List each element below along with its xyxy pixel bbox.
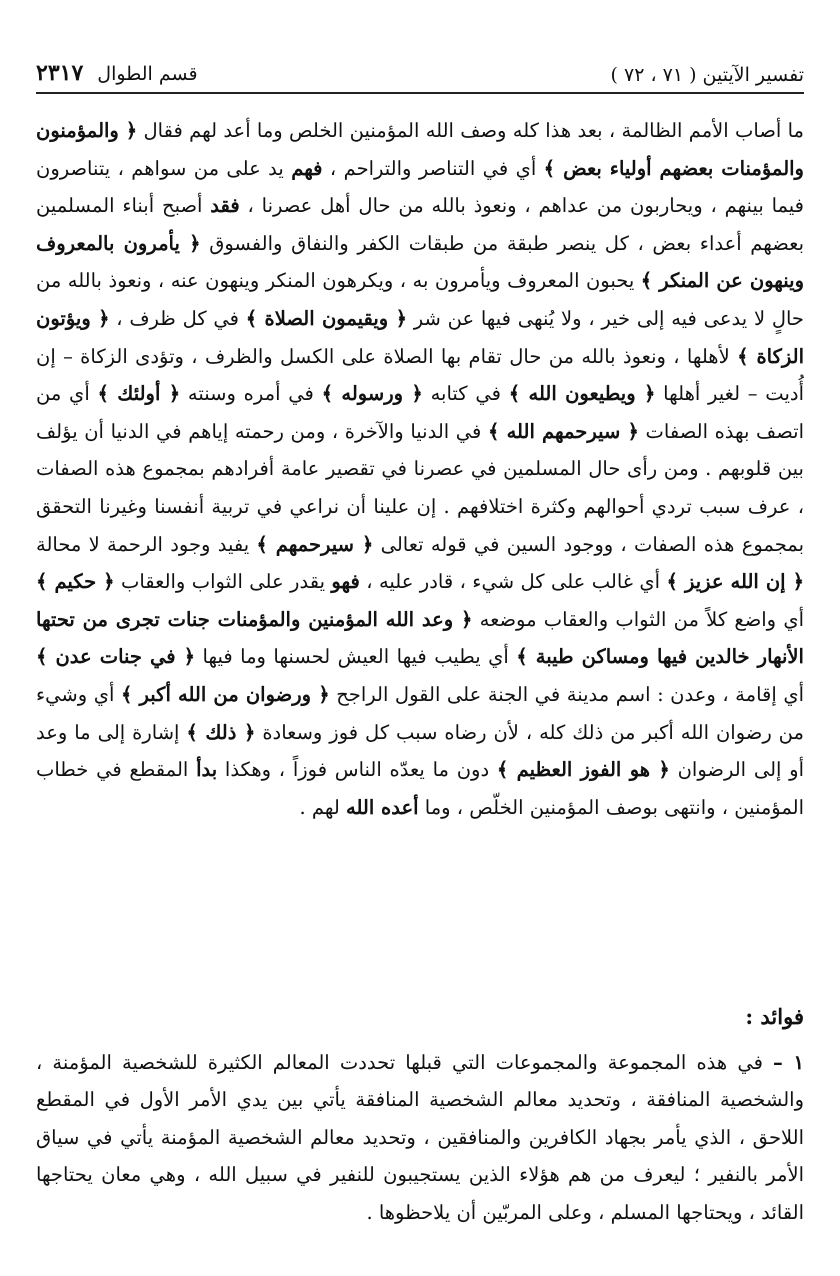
quran-quote: ﴿ هو الفوز العظيم ﴾: [496, 758, 670, 782]
header-rule: [36, 92, 804, 94]
commentary-segment: يد على من سواهم ، يتناصرون فيما بينهم ، ويحاربون من عداهم ، ونعوذ بالله من حال أهل عصرنا ،: [36, 156, 805, 218]
commentary-segment: المقطع في خطاب المؤمنين ، وانتهى بوصف المؤمنين الخلّص ، وما: [36, 758, 804, 819]
benefit-number: ١ –: [773, 1051, 804, 1074]
quran-quote: ﴿ وعد الله المؤمنين والمؤمنات جنات تجرى من تحتها الأنهار خالدين فيها ومساكن طيبة ﴾: [36, 607, 804, 669]
commentary-segment: إشارة إلى ما وعد أو إلى الرضوان: [36, 720, 805, 782]
quran-quote: بدأ: [196, 758, 218, 782]
commentary-segment: لأهلها ، ونعوذ بالله من حال تقام بها الصلاة على الكسل والظرف ، وتؤدى الزكاة – إن أُديت – لغير أهلها: [36, 344, 804, 406]
commentary-segment: ما أصاب الأمم الظالمة ، بعد هذا كله وصف الله المؤمنين الخلص وما أعد لهم فقال: [137, 119, 805, 142]
commentary-segment: أي وشيء من رضوان الله أكبر من ذلك كله ، لأن رضاه سبب كل فوز وسعادة: [36, 682, 804, 744]
commentary-paragraph: [36, 112, 804, 826]
quran-quote: أعده الله: [345, 795, 419, 819]
commentary-segment: في كتابه: [422, 382, 509, 406]
header-left-group: [36, 60, 198, 86]
quran-quote: ﴿ ذلك ﴾: [186, 720, 256, 744]
commentary-segment: يحبون المعروف ويأمرون به ، ويكرهون المنكر وينهون عنه ، ونعوذ بالله من حالٍ لا يدعى فيه إلى خير ، ولا يُنهى فيها عن شر: [36, 269, 804, 330]
commentary-text: [36, 112, 804, 826]
quran-quote: ﴿ والمؤمنون والمؤمنات بعضهم أولياء بعض ﴾: [36, 119, 804, 180]
section-title: فوائد :: [745, 1004, 804, 1029]
benefits-list: [36, 1044, 804, 1231]
section-name: قسم الطوال: [97, 63, 198, 85]
commentary-segment: أصبح أبناء المسلمين بعضهم أعداء بعض ، كل ينصر طبقة من طبقات الكفر والنفاق والفسوق: [36, 194, 804, 255]
quran-quote: فهم: [291, 156, 323, 180]
commentary-segment: في كل ظرف ،: [109, 306, 246, 330]
commentary-segment: في أمره وسنته: [180, 382, 322, 406]
quran-quote: ﴿ حكيم ﴾: [36, 570, 115, 594]
commentary-segment: في الدنيا والآخرة ، ومن رحمته إياهم في الدنيا أن يؤلف بين قلوبهم . ومن رأى حال المسلمين في عصرنا في تقصير عامة أفرادهم بمجموع هذه الصفات ، عرف سبب تردي أحوالهم وكثرة اختلافهم . إن علينا أن نراعي في تربية أنفسنا وغيرنا التحقق بمجموع هذه الصفات ، ووجود السين في قوله تعالى: [36, 419, 804, 556]
quran-quote: ﴿ ورضوان من الله أكبر ﴾: [120, 682, 330, 706]
quran-quote: فهو: [331, 570, 360, 594]
quran-quote: ﴿ إن الله عزيز ﴾: [666, 570, 804, 594]
benefit-item: [36, 1044, 804, 1231]
commentary-segment: أي إقامة ، وعدن : اسم مدينة في الجنة على القول الراجح: [329, 682, 804, 706]
commentary-segment: يقدر على الثواب والعقاب: [114, 570, 332, 594]
commentary-segment: أي من اتصف بهذه الصفات: [36, 382, 805, 443]
benefit-text: في هذه المجموعة والمجموعات التي قبلها تحددت المعالم الكثيرة للشخصية المؤمنة ، والشخصية المنافقة ، وتحديد معالم الشخصية المنافقة يأتي بين يدي الأمر الأول في المقطع اللاحق ، الذي يأمر بجهاد الكافرين والمنافقين ، وتحديد معالم الشخصية المؤمنة يأتي في سياق الأمر بالنفير ؛ ليعرف من هم هؤلاء الذين يستجيبون للنفير في سبيل الله ، وهي معان يحتاجها القائد ، ويحتاجها المسلم ، وعلى المربّين أن يلاحظوها .: [36, 1051, 804, 1224]
quran-quote: فقد: [210, 194, 240, 218]
commentary-segment: دون ما يعدّه الناس فوزاً ، وهكذا: [217, 758, 497, 782]
commentary-segment: أي يطيب فيها العيش لحسنها وما فيها: [195, 645, 517, 669]
running-title: تفسير الآيتين ( ٧١ ، ٧٢ ): [610, 64, 804, 86]
commentary-segment: لهم .: [299, 795, 346, 819]
commentary-segment: أي واضع كلاً من الثواب والعقاب موضعه: [472, 607, 804, 631]
commentary-segment: أي غالب على كل شيء ، قادر عليه ،: [359, 570, 667, 594]
page-number: ٢٣١٧: [36, 60, 84, 86]
quran-quote: ﴿ سيرحمهم الله ﴾: [487, 419, 639, 443]
commentary-segment: أي في التناصر والتراحم ،: [322, 156, 544, 180]
quran-quote: ﴿ أولئك ﴾: [97, 382, 181, 406]
quran-quote: ﴿ ويؤتون الزكاة ﴾: [36, 306, 805, 368]
quran-quote: ﴿ يأمرون بالمعروف وينهون عن المنكر ﴾: [36, 231, 804, 293]
quran-quote: ﴿ ويقيمون الصلاة ﴾: [245, 306, 407, 330]
quran-quote: ﴿ ورسوله ﴾: [321, 382, 423, 406]
quran-quote: ﴿ سيرحمهم ﴾: [256, 532, 374, 556]
commentary-segment: يفيد وجود الرحمة لا محالة: [36, 532, 257, 556]
quran-quote: ﴿ في جنات عدن ﴾: [36, 645, 196, 669]
page-header: [36, 56, 804, 86]
quran-quote: ﴿ ويطيعون الله ﴾: [508, 382, 656, 406]
